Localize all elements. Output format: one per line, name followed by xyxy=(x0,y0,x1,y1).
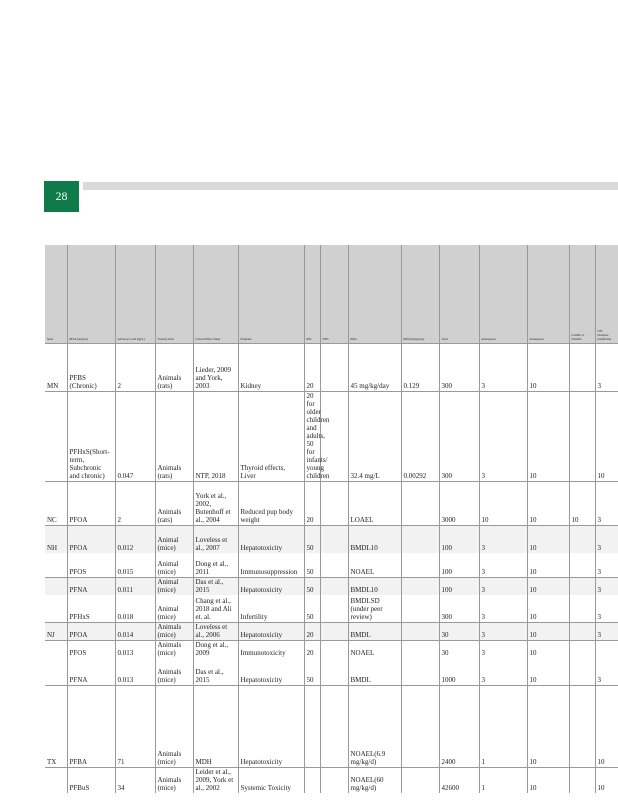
state-cell xyxy=(45,578,67,596)
header-endpoint: Endpoint xyxy=(238,245,304,344)
uf-intraspecies-cell: 10 xyxy=(527,622,569,640)
state-cell: NC xyxy=(45,482,67,526)
uf-interspecies-cell: 1 xyxy=(479,685,527,767)
pfas-cell: PFHxS(Short-term, Subchronic and chronic) xyxy=(67,392,115,482)
advisory-level-cell: 0.015 xyxy=(115,553,155,578)
dwi-cell xyxy=(320,595,348,622)
uf-interspecies-cell: 3 xyxy=(479,578,527,596)
table-row xyxy=(45,344,618,392)
uf-total-cell: 100 xyxy=(439,526,479,553)
state-cell: MN xyxy=(45,344,67,392)
table-body xyxy=(45,344,618,794)
critical-study-cell: Das et al., 2015 xyxy=(193,658,238,685)
uf-intraspecies-cell: 10 xyxy=(527,526,569,553)
endpoint-cell: Thyroid effects, Liver xyxy=(238,392,304,482)
endpoint-cell: Kidney xyxy=(238,344,304,392)
rfd-cell xyxy=(401,482,439,526)
uf-loael-cell xyxy=(569,344,595,392)
table-row xyxy=(45,767,618,793)
pod-cell: NOAEL xyxy=(348,640,401,658)
uf-loael-cell xyxy=(569,767,595,793)
pfas-cell: PFOA xyxy=(67,526,115,553)
uf-loael-cell xyxy=(569,595,595,622)
uf-interspecies-cell: 10 xyxy=(479,482,527,526)
uf-total-cell: 30 xyxy=(439,622,479,640)
state-cell: TX xyxy=(45,685,67,767)
critical-study-cell: Dong et al., 2009 xyxy=(193,640,238,658)
table-row xyxy=(45,685,618,767)
header-pfas: PFAS (analyte) xyxy=(67,245,115,344)
pfas-cell: PFOA xyxy=(67,622,115,640)
toxicity-data-cell: Animals (mice) xyxy=(155,640,193,658)
endpoint-cell: Hepatotoxicity xyxy=(238,526,304,553)
uf-loael-cell xyxy=(569,553,595,578)
dwi-cell xyxy=(320,482,348,526)
header-rfd: RfD (mg/kg/day) xyxy=(401,245,439,344)
table-row xyxy=(45,640,618,658)
advisory-level-cell: 0.013 xyxy=(115,640,155,658)
rsc-cell: 20 xyxy=(304,482,320,526)
uf-interspecies-cell: 3 xyxy=(479,344,527,392)
toxicity-data-cell: Animals (mice) xyxy=(155,622,193,640)
endpoint-cell: Immunosuppression xyxy=(238,553,304,578)
uf-loael-cell xyxy=(569,578,595,596)
state-cell: NJ xyxy=(45,622,67,640)
uf-database-cell xyxy=(595,640,618,658)
toxicity-data-cell: Animals (rats) xyxy=(155,482,193,526)
dwi-cell xyxy=(320,685,348,767)
uf-database-cell: 3 xyxy=(595,595,618,622)
pfas-cell: PFBuS xyxy=(67,767,115,793)
dwi-cell xyxy=(320,622,348,640)
uf-interspecies-cell: 3 xyxy=(479,658,527,685)
uf-database-cell: 10 xyxy=(595,685,618,767)
table-row xyxy=(45,622,618,640)
uf-interspecies-cell: 3 xyxy=(479,526,527,553)
pod-cell: LOAEL xyxy=(348,482,401,526)
uf-database-cell: 3 xyxy=(595,526,618,553)
pod-cell: BMDL10 xyxy=(348,526,401,553)
uf-intraspecies-cell: 10 xyxy=(527,578,569,596)
uf-database-cell: 10 xyxy=(595,392,618,482)
rsc-cell: 50 xyxy=(304,553,320,578)
header-ufs: UFs xyxy=(597,329,603,333)
uf-intraspecies-cell: 10 xyxy=(527,553,569,578)
header-state: State xyxy=(45,245,67,344)
rsc-cell xyxy=(304,767,320,793)
critical-study-cell: Lieder, 2009 and York, 2003 xyxy=(193,344,238,392)
uf-interspecies-cell: 3 xyxy=(479,640,527,658)
rsc-cell: 20 xyxy=(304,640,320,658)
pod-cell: 45 mg/kg/day xyxy=(348,344,401,392)
table-row xyxy=(45,553,618,578)
uf-loael-cell xyxy=(569,392,595,482)
table-row xyxy=(45,595,618,622)
uf-total-cell: 300 xyxy=(439,392,479,482)
endpoint-cell: Infertility xyxy=(238,595,304,622)
uf-loael-cell xyxy=(569,658,595,685)
header-rsc: RSC xyxy=(304,245,320,344)
toxicity-data-cell: Animals (rats) xyxy=(155,392,193,482)
uf-total-cell: 300 xyxy=(439,344,479,392)
table-row xyxy=(45,482,618,526)
endpoint-cell: Reduced pup body weight xyxy=(238,482,304,526)
toxicity-data-cell: Animals (mice) xyxy=(155,658,193,685)
toxicity-data-cell: Animal (mice) xyxy=(155,526,193,553)
dwi-cell xyxy=(320,658,348,685)
uf-database-cell: 3 xyxy=(595,344,618,392)
rfd-cell xyxy=(401,595,439,622)
rfd-cell xyxy=(401,578,439,596)
pfas-cell: PFOS xyxy=(67,553,115,578)
page-number-badge xyxy=(44,181,79,212)
table-row xyxy=(45,392,618,482)
endpoint-cell: Hepatotoxicity xyxy=(238,622,304,640)
uf-interspecies-cell: 3 xyxy=(479,595,527,622)
uf-total-cell: 30 xyxy=(439,640,479,658)
toxicity-data-cell: Animals (mice) xyxy=(155,767,193,793)
header-advisory: Advisory Level (ng/L) xyxy=(115,245,155,344)
advisory-level-cell: 0.013 xyxy=(115,658,155,685)
critical-study-cell: MDH xyxy=(193,685,238,767)
advisory-level-cell: 0.012 xyxy=(115,526,155,553)
critical-study-cell: Dong et al., 2011 xyxy=(193,553,238,578)
uf-total-cell: 2400 xyxy=(439,685,479,767)
pod-cell: NOAEL(60 mg/kg/d) xyxy=(348,767,401,793)
header-uf-interspecies: Interspecies xyxy=(479,245,527,344)
state-cell xyxy=(45,640,67,658)
critical-study-cell: Loveless et al., 2006 xyxy=(193,622,238,640)
state-cell xyxy=(45,553,67,578)
header-uf-db-label: Database insufficient xyxy=(597,333,612,341)
advisory-level-cell: 2 xyxy=(115,344,155,392)
dwi-cell xyxy=(320,526,348,553)
pfas-cell: PFOA xyxy=(67,482,115,526)
pfas-cell: PFBS (Chronic) xyxy=(67,344,115,392)
rsc-cell: 50 xyxy=(304,595,320,622)
header-pod: POD xyxy=(348,245,401,344)
dwi-cell xyxy=(320,640,348,658)
advisory-level-cell: 34 xyxy=(115,767,155,793)
toxicity-data-cell: Animal (mice) xyxy=(155,595,193,622)
uf-intraspecies-cell: 10 xyxy=(527,640,569,658)
critical-study-cell: Leider et al., 2009, York et al., 2002 xyxy=(193,767,238,793)
uf-intraspecies-cell: 10 xyxy=(527,767,569,793)
endpoint-cell: Hepatotoxicity xyxy=(238,658,304,685)
uf-total-cell: 300 xyxy=(439,595,479,622)
toxicity-data-cell: Animal (mice) xyxy=(155,553,193,578)
uf-total-cell: 1000 xyxy=(439,658,479,685)
rfd-cell xyxy=(401,767,439,793)
toxicity-data-cell: Animals (rats) xyxy=(155,344,193,392)
header-critical-study: Critical Effect Study xyxy=(193,245,238,344)
uf-total-cell: 100 xyxy=(439,578,479,596)
table-header-row xyxy=(45,245,618,344)
uf-database-cell: 3 xyxy=(595,622,618,640)
uf-total-cell: 42600 xyxy=(439,767,479,793)
uf-loael-cell xyxy=(569,640,595,658)
pod-cell: BMDL xyxy=(348,622,401,640)
uf-intraspecies-cell: 10 xyxy=(527,658,569,685)
rsc-cell: 20 xyxy=(304,622,320,640)
advisory-level-cell: 0.014 xyxy=(115,622,155,640)
uf-interspecies-cell: 3 xyxy=(479,622,527,640)
toxicity-data-cell: Animals (mice) xyxy=(155,685,193,767)
table-row xyxy=(45,578,618,596)
critical-study-cell: NTP, 2018 xyxy=(193,392,238,482)
state-cell: NH xyxy=(45,526,67,553)
pod-cell: BMDLSD (under peer review) xyxy=(348,595,401,622)
pfas-cell: PFNA xyxy=(67,658,115,685)
uf-interspecies-cell: 3 xyxy=(479,392,527,482)
rfd-cell xyxy=(401,553,439,578)
rsc-cell: 20 xyxy=(304,344,320,392)
critical-study-cell: York et al., 2002, Butenhoff et al., 2004 xyxy=(193,482,238,526)
uf-loael-cell: 10 xyxy=(569,482,595,526)
critical-study-cell: Chang et al., 2018 and Ali et. al. xyxy=(193,595,238,622)
uf-total-cell: 3000 xyxy=(439,482,479,526)
uf-intraspecies-cell: 10 xyxy=(527,482,569,526)
rfd-cell xyxy=(401,640,439,658)
uf-interspecies-cell: 3 xyxy=(479,553,527,578)
uf-intraspecies-cell: 10 xyxy=(527,344,569,392)
rsc-cell: 50 xyxy=(304,658,320,685)
header-toxicity: Toxicity Data xyxy=(155,245,193,344)
rfd-cell: 0.129 xyxy=(401,344,439,392)
critical-study-cell: Loveless et al., 2007 xyxy=(193,526,238,553)
header-uf-database xyxy=(595,245,618,344)
pfas-cell: PFBA xyxy=(67,685,115,767)
uf-intraspecies-cell: 10 xyxy=(527,685,569,767)
endpoint-cell: Systemic Toxicity xyxy=(238,767,304,793)
pfas-cell: PFOS xyxy=(67,640,115,658)
endpoint-cell: Hepatotoxicity xyxy=(238,578,304,596)
state-cell xyxy=(45,595,67,622)
dwi-cell xyxy=(320,578,348,596)
pfas-cell: PFHxS xyxy=(67,595,115,622)
rsc-cell: 20 for older children and adults, 50 for infants/ young children xyxy=(304,392,320,482)
rfd-cell xyxy=(401,526,439,553)
uf-total-cell: 100 xyxy=(439,553,479,578)
pod-cell: NOAEL xyxy=(348,553,401,578)
pod-cell: BMDL xyxy=(348,658,401,685)
state-cell xyxy=(45,767,67,793)
uf-database-cell: 3 xyxy=(595,658,618,685)
pod-cell: NOAEL(6.9 mg/kg/d) xyxy=(348,685,401,767)
pfas-advisory-table xyxy=(45,245,618,793)
advisory-level-cell: 2 xyxy=(115,482,155,526)
advisory-level-cell: 0.011 xyxy=(115,578,155,596)
rsc-cell: 50 xyxy=(304,526,320,553)
critical-study-cell: Das et al., 2015 xyxy=(193,578,238,596)
endpoint-cell: Hepatotoxicity xyxy=(238,685,304,767)
table-row xyxy=(45,658,618,685)
uf-intraspecies-cell: 10 xyxy=(527,392,569,482)
uf-loael-cell xyxy=(569,622,595,640)
header-uf-total: Total xyxy=(439,245,479,344)
header-dwi: DWI xyxy=(320,245,348,344)
header-uf-loael: LOAEL to NOAEL xyxy=(569,245,595,344)
uf-loael-cell xyxy=(569,526,595,553)
uf-loael-cell xyxy=(569,685,595,767)
advisory-level-cell: 71 xyxy=(115,685,155,767)
toxicity-data-cell: Animal (mice) xyxy=(155,578,193,596)
pod-cell: BMDL10 xyxy=(348,578,401,596)
rsc-cell: 50 xyxy=(304,578,320,596)
pod-cell: 32.4 mg/L xyxy=(348,392,401,482)
advisory-level-cell: 0.047 xyxy=(115,392,155,482)
uf-intraspecies-cell: 10 xyxy=(527,595,569,622)
pfas-table-container xyxy=(45,245,618,793)
endpoint-cell: Immunotoxicity xyxy=(238,640,304,658)
uf-database-cell: 10 xyxy=(595,767,618,793)
header-rule xyxy=(83,182,618,190)
dwi-cell xyxy=(320,767,348,793)
advisory-level-cell: 0.018 xyxy=(115,595,155,622)
uf-database-cell: 3 xyxy=(595,578,618,596)
uf-interspecies-cell: 1 xyxy=(479,767,527,793)
rfd-cell xyxy=(401,685,439,767)
pfas-cell: PFNA xyxy=(67,578,115,596)
dwi-cell xyxy=(320,344,348,392)
uf-database-cell: 3 xyxy=(595,482,618,526)
state-cell xyxy=(45,658,67,685)
header-uf-intraspecies: Intraspecies xyxy=(527,245,569,344)
table-row xyxy=(45,526,618,553)
rfd-cell: 0.00292 xyxy=(401,392,439,482)
state-cell xyxy=(45,392,67,482)
page-number: 28 xyxy=(55,189,68,203)
dwi-cell xyxy=(320,553,348,578)
uf-database-cell: 3 xyxy=(595,553,618,578)
rsc-cell xyxy=(304,685,320,767)
rfd-cell xyxy=(401,622,439,640)
rfd-cell xyxy=(401,658,439,685)
